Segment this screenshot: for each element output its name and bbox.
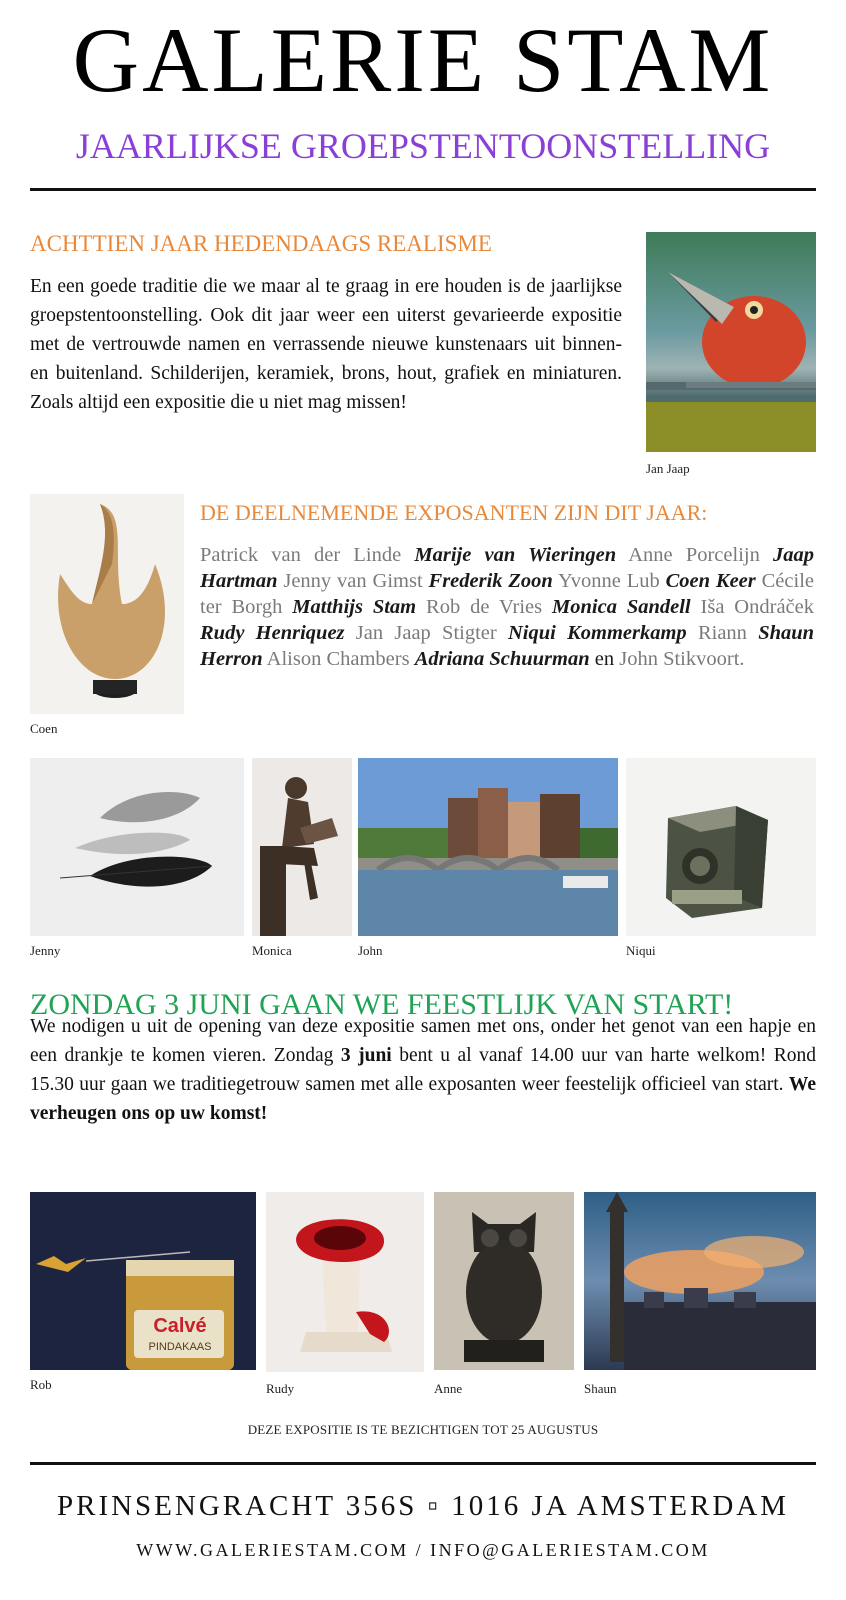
artwork-image-anne	[434, 1192, 574, 1370]
exhibitors-connector: en	[594, 648, 615, 670]
exhibitor-name: Anne Porcelijn	[628, 544, 760, 566]
intro-heading: ACHTTIEN JAAR HEDENDAAGS REALISME	[30, 231, 492, 256]
jar-brand-text: Calvé	[153, 1315, 207, 1337]
exhibitor-name: Cécile ter Borgh	[200, 570, 814, 618]
gallery-website-email[interactable]: WWW.GALERIESTAM.COM / INFO@GALERIESTAM.COM	[136, 1540, 710, 1560]
exhibitor-name: Frederik Zoon	[428, 570, 553, 592]
artwork-image-niqui	[626, 758, 816, 936]
opening-paragraph	[30, 1012, 816, 1128]
caption-jenny: Jenny	[30, 943, 61, 958]
artwork-image-shaun	[584, 1192, 816, 1370]
exhibitor-name: Riann	[697, 622, 747, 644]
exhibition-dates-notice: DEZE EXPOSITIE IS TE BEZICHTIGEN TOT 25 AUGUSTUS	[247, 1422, 599, 1437]
caption-jan-jaap: Jan Jaap	[646, 461, 690, 476]
gallery-title: GALERIE STAM	[72, 9, 774, 111]
artwork-image-coen	[30, 494, 184, 714]
exhibitor-name: Matthijs Stam	[292, 596, 417, 618]
exhibitor-name: Adriana Schuurman	[414, 648, 590, 670]
artwork-image-john	[358, 758, 618, 936]
exhibitor-name: Alison Chambers	[266, 648, 410, 670]
caption-rob: Rob	[30, 1377, 52, 1392]
intro-paragraph: En een goede traditie die we maar al te graag in ere houden is de jaarlijkse groepstentoonstelling. Ook dit jaar weer een uiterst gevarieerde expositie met de vertrouwde namen en verrassende nieuwe kunstenaars uit binnen- en buitenland. Schilderijen, keramiek, brons, hout, grafiek en miniaturen. Zoals altijd een expositie die u niet mag missen!	[30, 276, 622, 413]
caption-john: John	[358, 943, 383, 958]
caption-monica: Monica	[252, 943, 292, 958]
header-divider	[30, 188, 816, 191]
exhibitor-name: Jaap Hartman	[200, 544, 815, 592]
artwork-image-rudy	[266, 1192, 424, 1372]
exhibitors-list	[200, 542, 814, 672]
artwork-image-rob	[30, 1192, 256, 1370]
opening-text: We nodigen u uit de opening van deze expositie samen met ons, onder het genot van een hapje en een drankje te komen vieren. Zondag	[30, 1016, 816, 1066]
exhibitor-name: Jan Jaap Stigter	[355, 622, 497, 644]
exhibitor-name: Rob de Vries	[426, 596, 543, 618]
jar-product-text: PINDAKAAS	[148, 1341, 212, 1353]
exhibitor-name: Yvonne Lub	[557, 570, 660, 592]
exhibitor-name: Jenny van Gimst	[283, 570, 423, 592]
caption-rudy: Rudy	[266, 1381, 295, 1396]
opening-closing-line: We verheugen ons op uw komst!	[30, 1074, 816, 1124]
caption-anne: Anne	[434, 1381, 463, 1396]
exhibitor-name: John Stikvoort.	[619, 648, 745, 670]
exhibitor-name: Coen Keer	[665, 570, 756, 592]
exhibitor-name: Patrick van der Linde	[200, 544, 402, 566]
exhibitor-name: Monica Sandell	[552, 596, 691, 618]
opening-text: bent u al vanaf 14.00 uur van harte welkom! Rond 15.30 uur gaan we traditiegetrouw samen met alle exposanten weer feestelijk officieel van start.	[30, 1045, 816, 1095]
exhibitors-heading: DE DEELNEMENDE EXPOSANTEN ZIJN DIT JAAR:	[200, 500, 708, 525]
caption-niqui: Niqui	[626, 943, 656, 958]
exhibitor-name: Shaun Herron	[200, 622, 815, 670]
opening-date: 3 juni	[340, 1045, 392, 1066]
exhibitor-name: Marije van Wieringen	[414, 544, 617, 566]
artwork-image-jenny	[30, 758, 244, 936]
gallery-address: PRINSENGRACHT 356S ▫ 1016 JA AMSTERDAM	[56, 1490, 790, 1522]
exhibitor-name: Rudy Henriquez	[200, 622, 345, 644]
opening-heading: ZONDAG 3 JUNI GAAN WE FEESTLIJK VAN START!	[30, 988, 734, 1021]
exhibitor-name: Niqui Kommerkamp	[508, 622, 687, 644]
artwork-image-jan-jaap	[646, 232, 816, 452]
footer-divider	[30, 1462, 816, 1465]
artwork-image-monica	[252, 758, 352, 936]
exhibition-subtitle: JAARLIJKSE GROEPSTENTOONSTELLING	[75, 126, 771, 166]
exhibitor-name: Iša Ondráček	[700, 596, 814, 618]
caption-coen: Coen	[30, 721, 58, 736]
caption-shaun: Shaun	[584, 1381, 617, 1396]
